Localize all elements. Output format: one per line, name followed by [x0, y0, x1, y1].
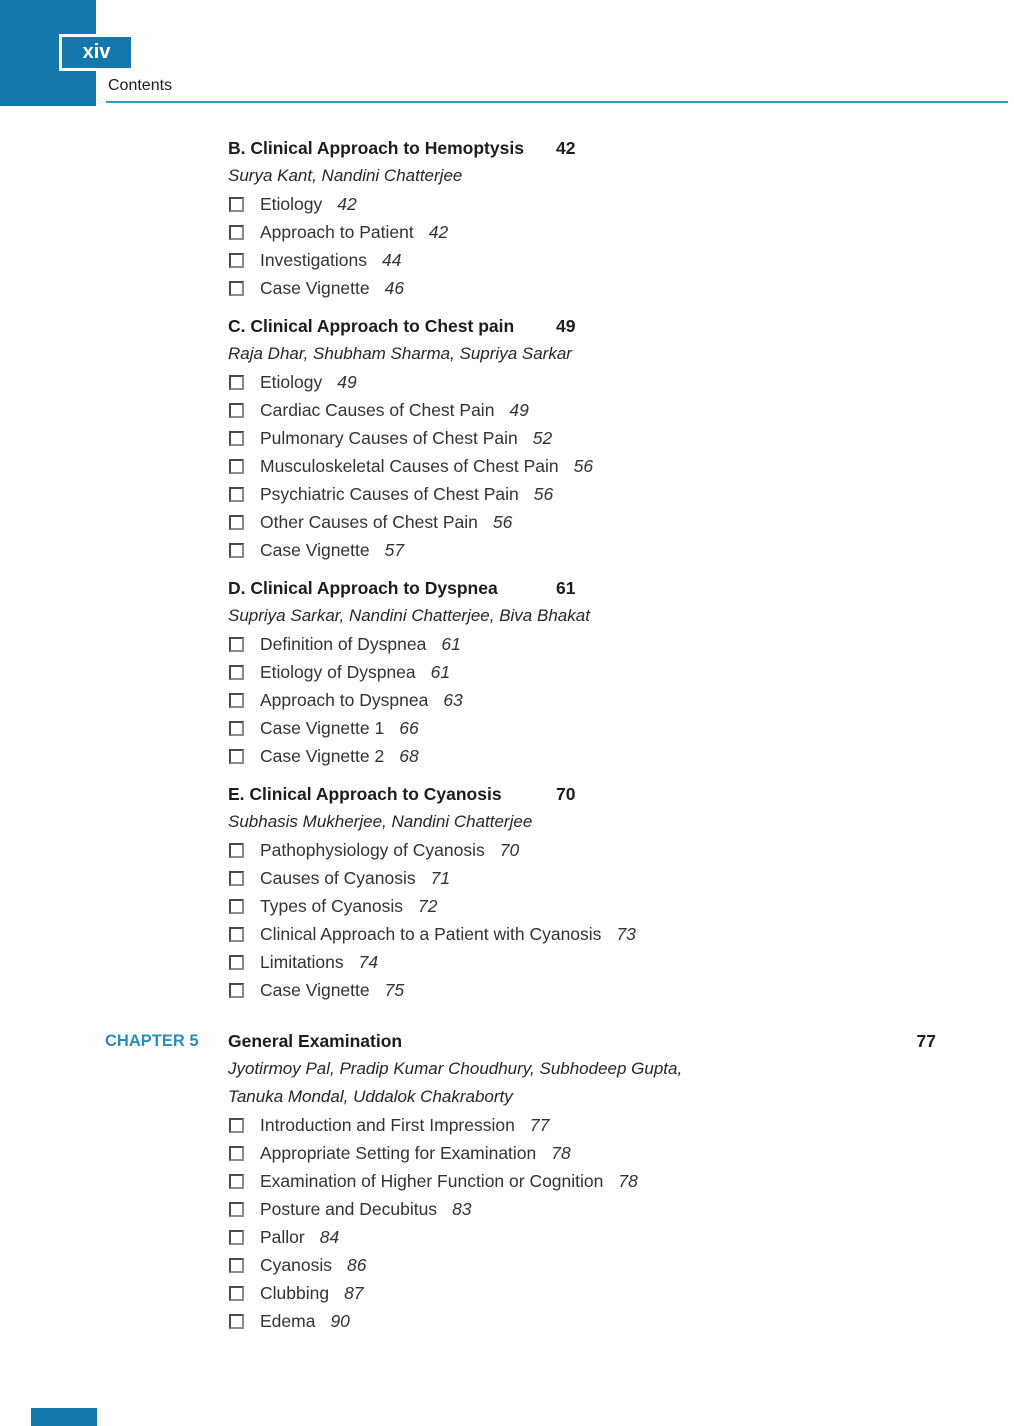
chapter-section [105, 1027, 972, 1335]
toc-item [228, 218, 972, 246]
checkbox-bullet-icon [229, 927, 244, 942]
checkbox-bullet-icon [229, 1174, 244, 1189]
toc-item-label: Psychiatric Causes of Chest Pain [260, 484, 519, 504]
section-title: E. Clinical Approach to Cyanosis [228, 784, 502, 804]
toc-item-label: Case Vignette [260, 278, 370, 298]
toc-item-page: 61 [430, 662, 451, 682]
toc-item-page: 56 [573, 456, 594, 476]
toc-section-e [228, 780, 972, 1004]
toc-item-label: Case Vignette 1 [260, 718, 385, 738]
checkbox-bullet-icon [229, 225, 244, 240]
toc-item [228, 1167, 972, 1195]
toc-item-page: 56 [492, 512, 513, 532]
toc-item-page: 57 [384, 540, 405, 560]
toc-item-page: 66 [399, 718, 419, 738]
checkbox-bullet-icon [229, 721, 244, 736]
toc-item-label: Approach to Patient [260, 222, 414, 242]
toc-item-label: Pulmonary Causes of Chest Pain [260, 428, 518, 448]
toc-item-label: Introduction and First Impression [260, 1115, 515, 1135]
toc-item-page: 87 [344, 1283, 364, 1303]
checkbox-bullet-icon [229, 1314, 244, 1329]
toc-item-page: 73 [616, 924, 636, 944]
toc-item-label: Edema [260, 1311, 316, 1331]
toc-item [228, 246, 972, 274]
toc-item-label: Investigations [260, 250, 368, 270]
toc-item-label: Case Vignette [260, 540, 370, 560]
chapter-label: CHAPTER 5 [105, 1032, 199, 1050]
section-heading [228, 780, 972, 808]
toc-item-label: Cardiac Causes of Chest Pain [260, 400, 495, 420]
toc-item-label: Limitations [260, 952, 344, 972]
checkbox-bullet-icon [229, 871, 244, 886]
toc-item-page: 44 [382, 250, 402, 270]
toc-item-page: 84 [319, 1227, 340, 1247]
toc-item-page: 68 [399, 746, 419, 766]
toc-item [228, 658, 972, 686]
checkbox-bullet-icon [229, 197, 244, 212]
section-page-number: 42 [556, 138, 576, 158]
toc-item [228, 686, 972, 714]
toc-item-page: 49 [337, 372, 357, 392]
checkbox-bullet-icon [229, 1258, 244, 1273]
checkbox-bullet-icon [229, 375, 244, 390]
toc-item-page: 49 [509, 400, 529, 420]
checkbox-bullet-icon [229, 843, 244, 858]
toc-item-label: Posture and Decubitus [260, 1199, 438, 1219]
toc-item-label: Other Causes of Chest Pain [260, 512, 478, 532]
toc-item [228, 976, 972, 1004]
toc-section-b [228, 134, 972, 302]
toc-item-page: 63 [443, 690, 463, 710]
checkbox-bullet-icon [229, 253, 244, 268]
toc-item-label: Causes of Cyanosis [260, 868, 416, 888]
section-authors: Subhasis Mukherjee, Nandini Chatterjee [228, 812, 533, 831]
section-authors: Surya Kant, Nandini Chatterjee [228, 166, 463, 185]
page-number-tab [59, 34, 134, 71]
checkbox-bullet-icon [229, 1230, 244, 1245]
checkbox-bullet-icon [229, 665, 244, 680]
toc-item-page: 42 [337, 194, 357, 214]
toc-item [228, 480, 972, 508]
checkbox-bullet-icon [229, 403, 244, 418]
section-heading [228, 312, 972, 340]
toc-section-c [228, 312, 972, 564]
section-heading [228, 134, 972, 162]
toc-item [228, 742, 972, 770]
section-authors: Supriya Sarkar, Nandini Chatterjee, Biva Bhakat [228, 606, 590, 625]
section-page-number: 49 [556, 316, 576, 336]
toc-item [228, 190, 972, 218]
toc-item [228, 1139, 972, 1167]
chapter-heading [105, 1027, 972, 1055]
checkbox-bullet-icon [229, 487, 244, 502]
checkbox-bullet-icon [229, 281, 244, 296]
toc-item [228, 1307, 972, 1335]
toc-item-page: 61 [441, 634, 461, 654]
toc-item [228, 396, 972, 424]
section-authors: Raja Dhar, Shubham Sharma, Supriya Sarkar [228, 344, 572, 363]
running-head: Contents [108, 77, 173, 94]
toc-item-label: Etiology of Dyspnea [260, 662, 416, 682]
section-page-number: 70 [556, 784, 576, 804]
toc-item [228, 892, 972, 920]
toc-item [228, 1251, 972, 1279]
toc-item-page: 72 [417, 896, 438, 916]
checkbox-bullet-icon [229, 693, 244, 708]
page-number: xiv [82, 41, 111, 63]
toc-item-page: 46 [384, 278, 405, 298]
toc-item-page: 83 [452, 1199, 472, 1219]
toc-item-page: 74 [358, 952, 379, 972]
toc-item-page: 42 [428, 222, 449, 242]
checkbox-bullet-icon [229, 431, 244, 446]
section-page-number: 61 [556, 578, 576, 598]
toc-item-page: 90 [330, 1311, 350, 1331]
toc-item [228, 1223, 972, 1251]
toc-item [228, 536, 972, 564]
toc-item-label: Appropriate Setting for Examination [260, 1143, 537, 1163]
toc-item-label: Etiology [260, 372, 323, 392]
toc-item [228, 424, 972, 452]
toc-item-label: Case Vignette [260, 980, 370, 1000]
toc-item-page: 56 [533, 484, 554, 504]
checkbox-bullet-icon [229, 955, 244, 970]
chapter-authors-line-2: Tanuka Mondal, Uddalok Chakraborty [228, 1087, 513, 1106]
toc-item [228, 508, 972, 536]
toc-item [228, 836, 972, 864]
chapter-title: General Examination [228, 1031, 403, 1051]
toc-item-page: 71 [430, 868, 451, 888]
toc-item [228, 714, 972, 742]
toc-item-label: Pathophysiology of Cyanosis [260, 840, 485, 860]
toc-item [228, 452, 972, 480]
section-title: C. Clinical Approach to Chest pain [228, 316, 515, 336]
toc-item [228, 1279, 972, 1307]
toc-section-d [228, 574, 972, 770]
checkbox-bullet-icon [229, 899, 244, 914]
toc-item-label: Clubbing [260, 1283, 330, 1303]
toc-item [228, 274, 972, 302]
checkbox-bullet-icon [229, 983, 244, 998]
toc-item-label: Definition of Dyspnea [260, 634, 427, 654]
checkbox-bullet-icon [229, 1286, 244, 1301]
toc-item-label: Approach to Dyspnea [260, 690, 429, 710]
footer-mark [31, 1408, 97, 1426]
checkbox-bullet-icon [229, 1202, 244, 1217]
toc-item-page: 78 [551, 1143, 571, 1163]
checkbox-bullet-icon [229, 1146, 244, 1161]
checkbox-bullet-icon [229, 543, 244, 558]
toc-item-page: 75 [384, 980, 405, 1000]
toc-item-label: Etiology [260, 194, 323, 214]
checkbox-bullet-icon [229, 1118, 244, 1133]
toc-item [228, 1111, 972, 1139]
toc-item [228, 368, 972, 396]
toc-item [228, 920, 972, 948]
section-title: B. Clinical Approach to Hemoptysis [228, 138, 524, 158]
checkbox-bullet-icon [229, 515, 244, 530]
toc-item [228, 1195, 972, 1223]
toc-item-label: Case Vignette 2 [260, 746, 385, 766]
chapter-authors-line-1: Jyotirmoy Pal, Pradip Kumar Choudhury, Subhodeep Gupta, [228, 1059, 683, 1078]
toc-item [228, 948, 972, 976]
toc-item-page: 78 [618, 1171, 638, 1191]
toc-item-label: Cyanosis [260, 1255, 332, 1275]
toc-item [228, 630, 972, 658]
section-heading [228, 574, 972, 602]
toc-item-label: Pallor [260, 1227, 305, 1247]
section-title: D. Clinical Approach to Dyspnea [228, 578, 498, 598]
toc-item-label: Musculoskeletal Causes of Chest Pain [260, 456, 559, 476]
toc-item-page: 86 [346, 1255, 367, 1275]
chapter-page-number: 77 [916, 1031, 936, 1051]
toc-item-page: 70 [499, 840, 520, 860]
toc-item-label: Types of Cyanosis [260, 896, 403, 916]
checkbox-bullet-icon [229, 637, 244, 652]
toc-item [228, 864, 972, 892]
toc-item-label: Examination of Higher Function or Cognition [260, 1171, 604, 1191]
toc-item-page: 52 [532, 428, 553, 448]
toc-item-label: Clinical Approach to a Patient with Cyanosis [260, 924, 602, 944]
checkbox-bullet-icon [229, 459, 244, 474]
toc-item-page: 77 [529, 1115, 550, 1135]
checkbox-bullet-icon [229, 749, 244, 764]
